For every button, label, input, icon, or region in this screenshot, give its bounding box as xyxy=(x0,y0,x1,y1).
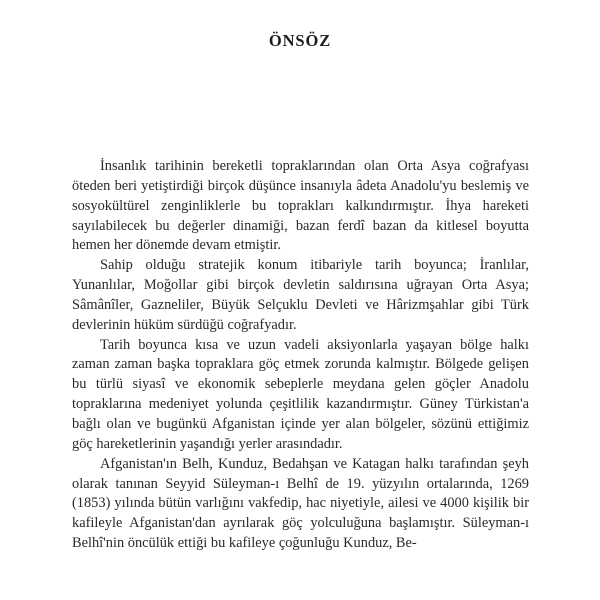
paragraph-1: İnsanlık tarihinin bereketli topraklarından olan Orta Asya coğrafyası öteden beri yetiştirdiği birçok düşünce insanıyla âdeta Anadolu'yu beslemiş ve sosyokültürel zenginliklerle bu toprakları kalkındırmıştır. İhya hareketi sayılabilecek bu değerler dinamiği, bazan ferdî bazan da kitlesel boyutta hemen her dönemde devam etmiştir. xyxy=(72,158,529,254)
page-title: ÖNSÖZ xyxy=(268,31,332,51)
body-text-block xyxy=(72,157,529,554)
paragraph-2: Sahip olduğu stratejik konum itibariyle tarih boyunca; İranlılar, Yunanlılar, Moğollar gibi birçok devletin saldırısına uğrayan Orta Asya; Sâmânîler, Gazneliler, Büyük Selçuklu Devleti ve Hârizmşahlar gibi Türk devlerinin hüküm sürdüğü coğrafyadır. xyxy=(72,257,529,333)
paragraph-3: Tarih boyunca kısa ve uzun vadeli aksiyonlarla yaşayan bölge halkı zaman zaman başka topraklara göç etmek zorunda kalmıştır. Bölgede gelişen bu türlü siyasî ve ekonomik sebeplerle meydana gelen göçler Anadolu topraklarına medeniyet yolunda çeşitlilik kazandırmıştır. Güney Türkistan'a bağlı olan ve bugünkü Afganistan içinde yer alan bölgeler, sözünü ettiğimiz göç hareketlerinin yaşandığı yerler arasındadır. xyxy=(72,336,529,452)
paragraph-4: Afganistan'ın Belh, Kunduz, Bedahşan ve Katagan halkı tarafından şeyh olarak tanınan Seyyid Süleyman-ı Belhî de 19. yüzyılın ortalarında, 1269 (1853) yılında bütün varlığını vakfedip, hac niyetiyle, ailesi ve 4000 kişilik bir kafileyle Afganistan'dan ayrılarak göç yolculuğuna başlamıştır. Süleyman-ı Belhî'nin öncülük ettiği bu kafileye çoğunluğu Kunduz, Be- xyxy=(72,455,529,552)
